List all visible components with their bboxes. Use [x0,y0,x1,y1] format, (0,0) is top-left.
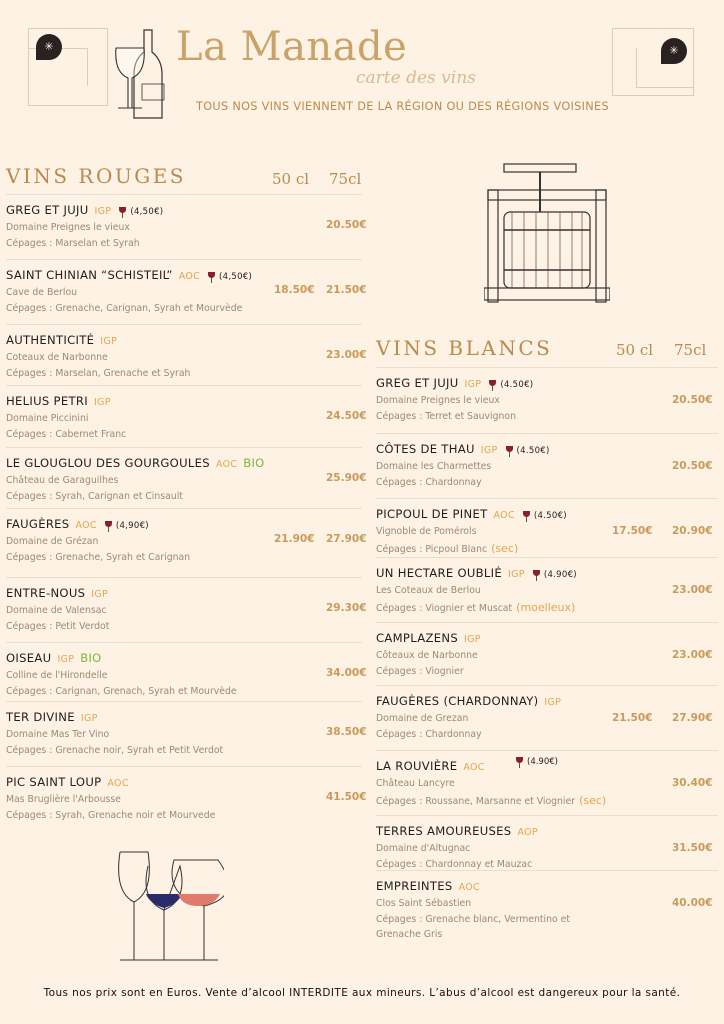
appellation-tag: AOC [178,271,201,282]
wine-domain: Mas Bruglière l'Arbousse [6,794,121,805]
price-75cl: 20.50€ [672,394,713,406]
logo-mark-right-icon: ✳ [661,38,687,64]
wine-grapes: Cépages : Chardonnay [376,477,482,488]
appellation-tag: IGP [93,397,111,408]
price-75cl: 20.50€ [326,219,367,231]
price-75cl: 21.50€ [326,284,367,296]
wine-grapes: Cépages : Grenache blanc, Vermentino et [376,914,571,925]
wine-grapes: Cépages : Grenache, Syrah et Carignan [6,552,191,563]
section-title-blancs: VINS BLANCS [376,336,553,360]
wine-name: UN HECTARE OUBLIÉ IGP (4.90€) [376,566,577,580]
wine-item [6,194,367,254]
price-50cl: 21.90€ [274,533,315,545]
wine-item [6,324,367,384]
price-75cl: 30.40€ [672,777,713,789]
wine-name: TERRES AMOUREUSES AOP [376,824,538,838]
price-75cl: 23.00€ [672,649,713,661]
wine-item [6,385,367,445]
wine-grapes: Cépages : Picpoul Blanc (sec) [376,542,519,555]
wine-grapes: Cépages : Terret et Sauvignon [376,411,517,422]
menu-subtitle: carte des vins [356,68,476,88]
appellation-tag: AOC [463,762,485,773]
wine-grapes: Cépages : Cabernet Franc [6,429,127,440]
wine-domain: Les Coteaux de Berlou [376,585,481,596]
wine-style-note: (sec) [579,794,607,807]
appellation-tag: IGP [100,336,118,347]
glass-price: (4.50€) [506,446,550,456]
wine-domain: Domaine de Grézan [6,536,99,547]
wine-grapes: Cépages : Chardonnay (4.90€) [376,729,558,767]
price-75cl: 24.50€ [326,410,367,422]
wine-item [6,766,367,826]
wine-grapes: Cépages : Viognier et Muscat (moelleux) [376,601,576,614]
column-header-75cl: 75cl [329,170,362,188]
price-75cl: 38.50€ [326,726,367,738]
tagline: TOUS NOS VINS VIENNENT DE LA RÉGION OU DES RÉGIONS VOISINES [196,100,609,113]
price-75cl: 29.30€ [326,602,367,614]
price-75cl: 20.90€ [672,525,713,537]
wine-item [6,701,367,761]
wine-item [6,577,367,637]
restaurant-title: La Manade [176,24,408,70]
appellation-tag: AOC [458,882,480,893]
wine-item [376,622,718,682]
wine-item [376,815,718,875]
wine-item [376,367,718,427]
wine-domain: Château Lancyre [376,778,455,789]
wine-name: EMPREINTES AOC [376,879,480,893]
wine-name: LA ROUVIÈRE AOC [376,759,485,773]
wine-name: GREG ET JUJU IGP (4,50€) [6,203,164,217]
wine-name: FAUGÈRES (CHARDONNAY) IGP [376,694,562,708]
logo-mark-left-icon: ✳ [36,34,62,60]
wine-grapes: Cépages : Grenache, Carignan, Syrah et Mourvède [6,303,243,314]
wine-grapes: Cépages : Petit Verdot [6,621,110,632]
wine-grapes: Cépages : Marselan et Syrah [6,238,140,249]
wine-name: CÔTES DE THAU IGP (4.50€) [376,442,550,456]
glass-price: (4,50€) [208,272,252,282]
appellation-tag: IGP [464,379,482,390]
price-50cl: 21.50€ [612,712,653,724]
glass-price: (4.50€) [489,380,533,390]
wine-grapes: Cépages : Marselan, Grenache et Syrah [6,368,191,379]
wine-grapes: Cépages : Syrah, Carignan et Cinsault [6,491,183,502]
glass-price: (4.50€) [523,511,567,521]
wine-domain: Colline de l'Hirondelle [6,670,108,681]
price-75cl: 40.00€ [672,897,713,909]
wine-domain: Domaine Mas Ter Vino [6,729,110,740]
wine-domain: Domaine Preignes le vieux [376,395,500,406]
wine-domain: Domaine Preignes le vieux [6,222,130,233]
appellation-tag: IGP [508,569,525,580]
appellation-tag: IGP [91,589,109,600]
wine-grapes: Cépages : Carignan, Grenach, Syrah et Mourvède [6,686,237,697]
column-header-75cl-blancs: 75cl [674,341,707,359]
wine-item [6,508,367,568]
wine-name: CAMPLAZENS IGP [376,631,481,645]
price-75cl: 27.90€ [672,712,713,724]
wine-grapes: Cépages : Chardonnay et Mauzac [376,859,533,870]
wine-domain: Cave de Berlou [6,287,78,298]
wine-domain: Domaine de Grezan [376,713,469,724]
legal-footer: Tous nos prix sont en Euros. Vente d’alcool INTERDITE aux mineurs. L’abus d’alcool est dangereux pour la santé. [43,987,681,999]
wine-name: TER DIVINE IGP [6,710,98,724]
glass-price: (4.90€) [533,570,577,580]
wine-grapes: Cépages : Syrah, Grenache noir et Mourvede [6,810,216,821]
appellation-tag: AOC [493,510,515,521]
appellation-tag: AOC [107,778,129,789]
appellation-tag: IGP [80,713,98,724]
wine-grapes: Cépages : Grenache noir, Syrah et Petit Verdot [6,745,224,756]
price-75cl: 34.00€ [326,667,367,679]
wine-name: ENTRE-NOUS IGP [6,586,109,600]
wine-press-illustration [484,160,610,312]
wine-domain: Domaine les Charmettes [376,461,492,472]
wine-name: PIC SAINT LOUP AOC [6,775,129,789]
wine-domain: Clos Saint Sébastien [376,898,472,909]
wine-domain: Château de Garaguilhes [6,475,119,486]
price-75cl: 23.00€ [672,584,713,596]
price-75cl: 27.90€ [326,533,367,545]
wine-domain: Coteaux de Narbonne [6,352,108,363]
wine-item [376,557,718,617]
appellation-tag: IGP [94,206,112,217]
appellation-tag: IGP [480,445,498,456]
wine-name: PICPOUL DE PINET AOC (4.50€) [376,507,567,521]
price-50cl: 17.50€ [612,525,653,537]
wine-item [6,447,367,507]
bottle-glass-illustration [112,26,168,122]
wine-item [6,642,367,702]
price-50cl: 18.50€ [274,284,315,296]
section-title-rouges: VINS ROUGES [6,164,186,188]
wine-domain: Vignoble de Pomérols [376,526,477,537]
glass-price: (4,90€) [105,521,149,531]
price-75cl: 25.90€ [326,472,367,484]
price-75cl: 41.50€ [326,791,367,803]
wine-name: OISEAU IGP BIO [6,651,102,665]
wine-name: GREG ET JUJU IGP (4.50€) [376,376,534,390]
wine-item [376,750,718,810]
column-header-50cl-blancs: 50 cl [616,341,654,359]
glass-price: (4.90€) [516,757,558,767]
wine-style-note: (moelleux) [516,601,576,614]
wine-name: SAINT CHINIAN “SCHISTEIL” AOC (4,50€) [6,268,253,282]
appellation-tag: AOC [75,520,97,531]
price-75cl: 20.50€ [672,460,713,472]
appellation-tag: AOC [215,459,238,470]
wine-item [6,259,367,319]
wine-domain: Domaine Piccinini [6,413,89,424]
appellation-tag: IGP [544,697,562,708]
wine-name: LE GLOUGLOU DES GOURGOULES AOC BIO [6,456,265,470]
wine-glasses-illustration [112,848,224,966]
wine-name: AUTHENTICITÉ IGP [6,333,118,347]
wine-grapes: Cépages : Viognier [376,666,464,677]
column-header-50cl: 50 cl [272,170,310,188]
wine-grapes-continued: Grenache Gris [376,929,443,940]
wine-style-note: (sec) [491,542,519,555]
glass-price: (4,50€) [119,207,163,217]
price-75cl: 23.00€ [326,349,367,361]
wine-name: HELIUS PETRI IGP [6,394,111,408]
wine-domain: Domaine d'Altugnac [376,843,471,854]
appellation-tag: IGP [57,654,75,665]
wine-grapes: Cépages : Roussane, Marsanne et Viognier (sec) [376,794,607,807]
wine-domain: Domaine de Valensac [6,605,107,616]
wine-item [376,870,718,940]
wine-item [376,498,718,558]
appellation-tag: AOP [517,827,538,838]
appellation-tag: IGP [463,634,481,645]
wine-item [376,433,718,493]
wine-domain: Côteaux de Narbonne [376,650,478,661]
price-75cl: 31.50€ [672,842,713,854]
bio-badge: BIO [243,456,265,470]
wine-name: FAUGÈRES AOC (4,90€) [6,517,149,531]
bio-badge: BIO [80,651,102,665]
